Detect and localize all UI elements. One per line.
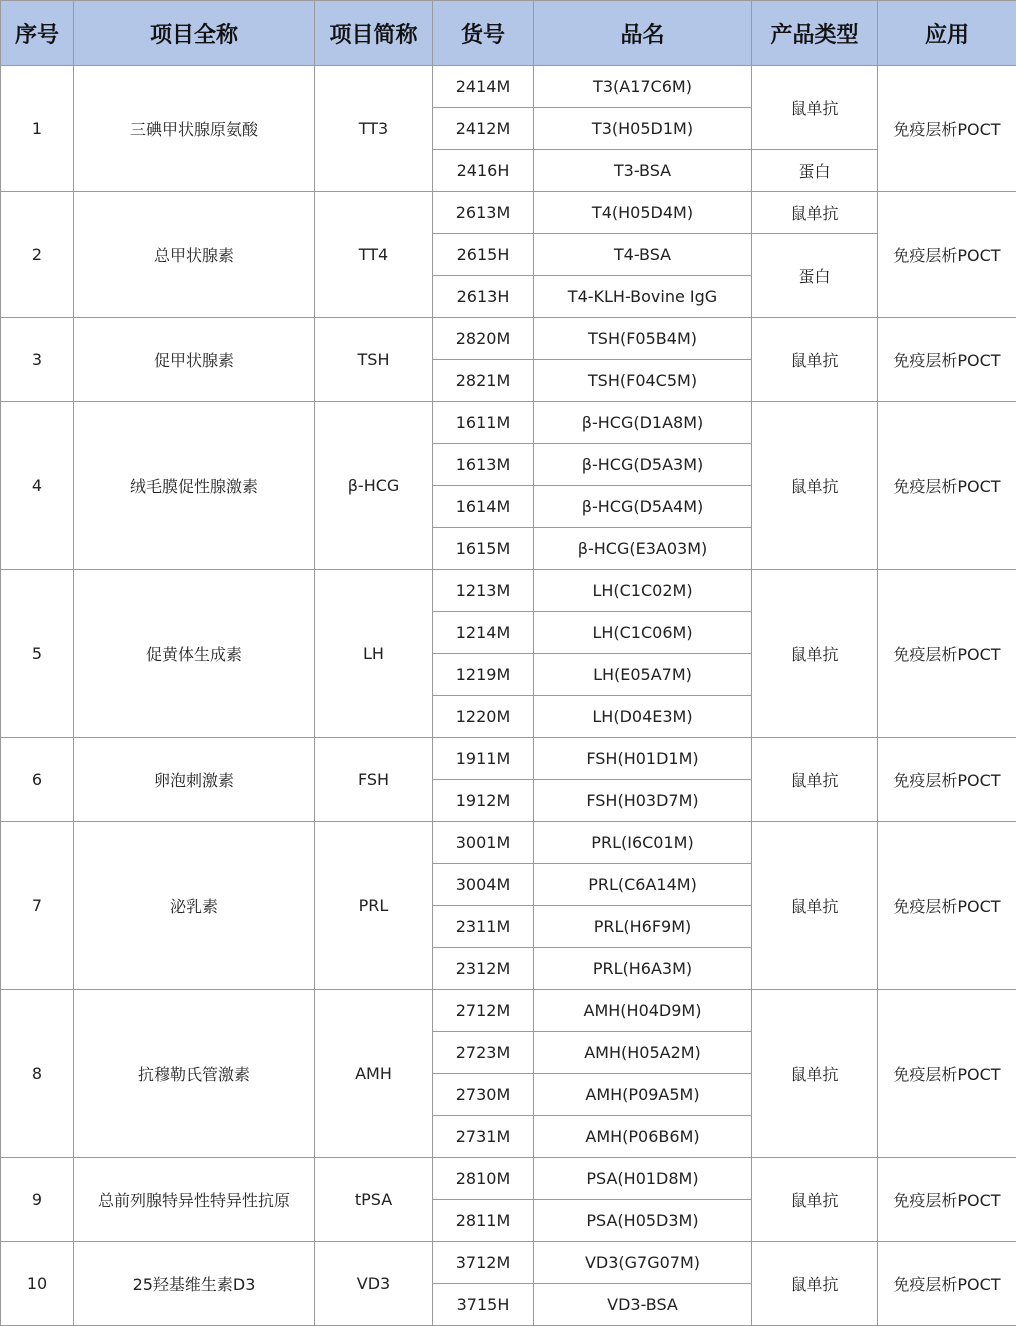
row-product-name: TSH(F04C5M) — [534, 360, 752, 402]
row-product-type: 鼠单抗 — [752, 570, 878, 738]
header-short-name: 项目简称 — [315, 1, 433, 66]
row-application: 免疫层析POCT — [878, 192, 1016, 318]
row-product-type: 鼠单抗 — [752, 402, 878, 570]
row-application: 免疫层析POCT — [878, 990, 1016, 1158]
row-application: 免疫层析POCT — [878, 402, 1016, 570]
row-product-name: VD3(G7G07M) — [534, 1242, 752, 1284]
row-product-name: PRL(C6A14M) — [534, 864, 752, 906]
row-index: 2 — [1, 192, 74, 318]
row-full-name: 促甲状腺素 — [74, 318, 315, 402]
row-product-type: 鼠单抗 — [752, 990, 878, 1158]
row-index: 9 — [1, 1158, 74, 1242]
header-code: 货号 — [433, 1, 534, 66]
header-row — [1, 1, 1016, 66]
row-code: 2615H — [433, 234, 534, 276]
table-row — [1, 318, 1016, 360]
row-product-type: 鼠单抗 — [752, 738, 878, 822]
row-product-name: T4-BSA — [534, 234, 752, 276]
row-full-name: 促黄体生成素 — [74, 570, 315, 738]
row-full-name: 总前列腺特异性特异性抗原 — [74, 1158, 315, 1242]
row-full-name: 总甲状腺素 — [74, 192, 315, 318]
row-short-name: tPSA — [315, 1158, 433, 1242]
row-code: 1911M — [433, 738, 534, 780]
row-code: 2820M — [433, 318, 534, 360]
row-product-type: 鼠单抗 — [752, 1242, 878, 1326]
row-code: 2412M — [433, 108, 534, 150]
row-code: 2723M — [433, 1032, 534, 1074]
header-index: 序号 — [1, 1, 74, 66]
table-row — [1, 1242, 1016, 1284]
row-product-type: 鼠单抗 — [752, 66, 878, 150]
row-code: 1213M — [433, 570, 534, 612]
row-product-name: AMH(H04D9M) — [534, 990, 752, 1032]
row-code: 1615M — [433, 528, 534, 570]
row-code: 2810M — [433, 1158, 534, 1200]
row-full-name: 泌乳素 — [74, 822, 315, 990]
row-code: 2312M — [433, 948, 534, 990]
row-short-name: FSH — [315, 738, 433, 822]
row-short-name: β-HCG — [315, 402, 433, 570]
row-product-type: 鼠单抗 — [752, 192, 878, 234]
row-code: 3715H — [433, 1284, 534, 1326]
row-product-name: β-HCG(D1A8M) — [534, 402, 752, 444]
header-application: 应用 — [878, 1, 1016, 66]
row-product-name: LH(E05A7M) — [534, 654, 752, 696]
row-full-name: 三碘甲状腺原氨酸 — [74, 66, 315, 192]
row-product-name: β-HCG(D5A4M) — [534, 486, 752, 528]
header-full-name: 项目全称 — [74, 1, 315, 66]
row-product-type: 鼠单抗 — [752, 1158, 878, 1242]
row-short-name: AMH — [315, 990, 433, 1158]
row-product-name: TSH(F05B4M) — [534, 318, 752, 360]
table-row — [1, 192, 1016, 234]
row-product-name: T3(A17C6M) — [534, 66, 752, 108]
row-code: 1613M — [433, 444, 534, 486]
row-code: 2731M — [433, 1116, 534, 1158]
row-product-name: T3(H05D1M) — [534, 108, 752, 150]
row-product-type: 鼠单抗 — [752, 318, 878, 402]
row-application: 免疫层析POCT — [878, 66, 1016, 192]
row-product-name: LH(D04E3M) — [534, 696, 752, 738]
table-row — [1, 402, 1016, 444]
row-index: 5 — [1, 570, 74, 738]
row-product-name: β-HCG(E3A03M) — [534, 528, 752, 570]
table-row — [1, 822, 1016, 864]
row-code: 2712M — [433, 990, 534, 1032]
row-short-name: PRL — [315, 822, 433, 990]
row-application: 免疫层析POCT — [878, 318, 1016, 402]
row-product-type: 蛋白 — [752, 234, 878, 318]
row-short-name: TT4 — [315, 192, 433, 318]
row-short-name: TSH — [315, 318, 433, 402]
row-index: 8 — [1, 990, 74, 1158]
row-code: 2416H — [433, 150, 534, 192]
row-application: 免疫层析POCT — [878, 1242, 1016, 1326]
row-product-name: FSH(H03D7M) — [534, 780, 752, 822]
row-product-name: PRL(H6F9M) — [534, 906, 752, 948]
table-header — [1, 1, 1016, 66]
row-application: 免疫层析POCT — [878, 738, 1016, 822]
row-code: 2414M — [433, 66, 534, 108]
row-code: 1611M — [433, 402, 534, 444]
row-product-name: PRL(H6A3M) — [534, 948, 752, 990]
row-product-type: 蛋白 — [752, 150, 878, 192]
row-product-name: LH(C1C06M) — [534, 612, 752, 654]
row-full-name: 绒毛膜促性腺激素 — [74, 402, 315, 570]
row-index: 6 — [1, 738, 74, 822]
row-short-name: LH — [315, 570, 433, 738]
table-row — [1, 570, 1016, 612]
row-code: 1219M — [433, 654, 534, 696]
row-code: 1214M — [433, 612, 534, 654]
row-application: 免疫层析POCT — [878, 822, 1016, 990]
row-index: 4 — [1, 402, 74, 570]
row-index: 7 — [1, 822, 74, 990]
row-product-name: PRL(I6C01M) — [534, 822, 752, 864]
row-product-name: FSH(H01D1M) — [534, 738, 752, 780]
row-code: 1220M — [433, 696, 534, 738]
row-code: 2613M — [433, 192, 534, 234]
row-code: 2821M — [433, 360, 534, 402]
row-code: 3001M — [433, 822, 534, 864]
row-code: 2311M — [433, 906, 534, 948]
table-row — [1, 738, 1016, 780]
row-code: 3004M — [433, 864, 534, 906]
table-row — [1, 1158, 1016, 1200]
row-product-name: AMH(P09A5M) — [534, 1074, 752, 1116]
row-product-name: AMH(P06B6M) — [534, 1116, 752, 1158]
row-code: 2730M — [433, 1074, 534, 1116]
table-body — [1, 66, 1016, 1326]
row-code: 2811M — [433, 1200, 534, 1242]
row-product-name: AMH(H05A2M) — [534, 1032, 752, 1074]
row-short-name: VD3 — [315, 1242, 433, 1326]
table-row — [1, 66, 1016, 108]
header-product-name: 品名 — [534, 1, 752, 66]
row-index: 10 — [1, 1242, 74, 1326]
row-index: 1 — [1, 66, 74, 192]
row-product-name: PSA(H05D3M) — [534, 1200, 752, 1242]
header-product-type: 产品类型 — [752, 1, 878, 66]
row-short-name: TT3 — [315, 66, 433, 192]
row-product-name: T4-KLH-Bovine IgG — [534, 276, 752, 318]
row-index: 3 — [1, 318, 74, 402]
row-full-name: 25羟基维生素D3 — [74, 1242, 315, 1326]
row-product-name: LH(C1C02M) — [534, 570, 752, 612]
table-row — [1, 990, 1016, 1032]
row-code: 1912M — [433, 780, 534, 822]
row-product-name: VD3-BSA — [534, 1284, 752, 1326]
row-product-name: PSA(H01D8M) — [534, 1158, 752, 1200]
row-product-name: T3-BSA — [534, 150, 752, 192]
row-code: 1614M — [433, 486, 534, 528]
row-full-name: 抗穆勒氏管激素 — [74, 990, 315, 1158]
row-product-name: β-HCG(D5A3M) — [534, 444, 752, 486]
row-product-type: 鼠单抗 — [752, 822, 878, 990]
row-full-name: 卵泡刺激素 — [74, 738, 315, 822]
row-product-name: T4(H05D4M) — [534, 192, 752, 234]
row-application: 免疫层析POCT — [878, 1158, 1016, 1242]
row-code: 3712M — [433, 1242, 534, 1284]
row-application: 免疫层析POCT — [878, 570, 1016, 738]
row-code: 2613H — [433, 276, 534, 318]
